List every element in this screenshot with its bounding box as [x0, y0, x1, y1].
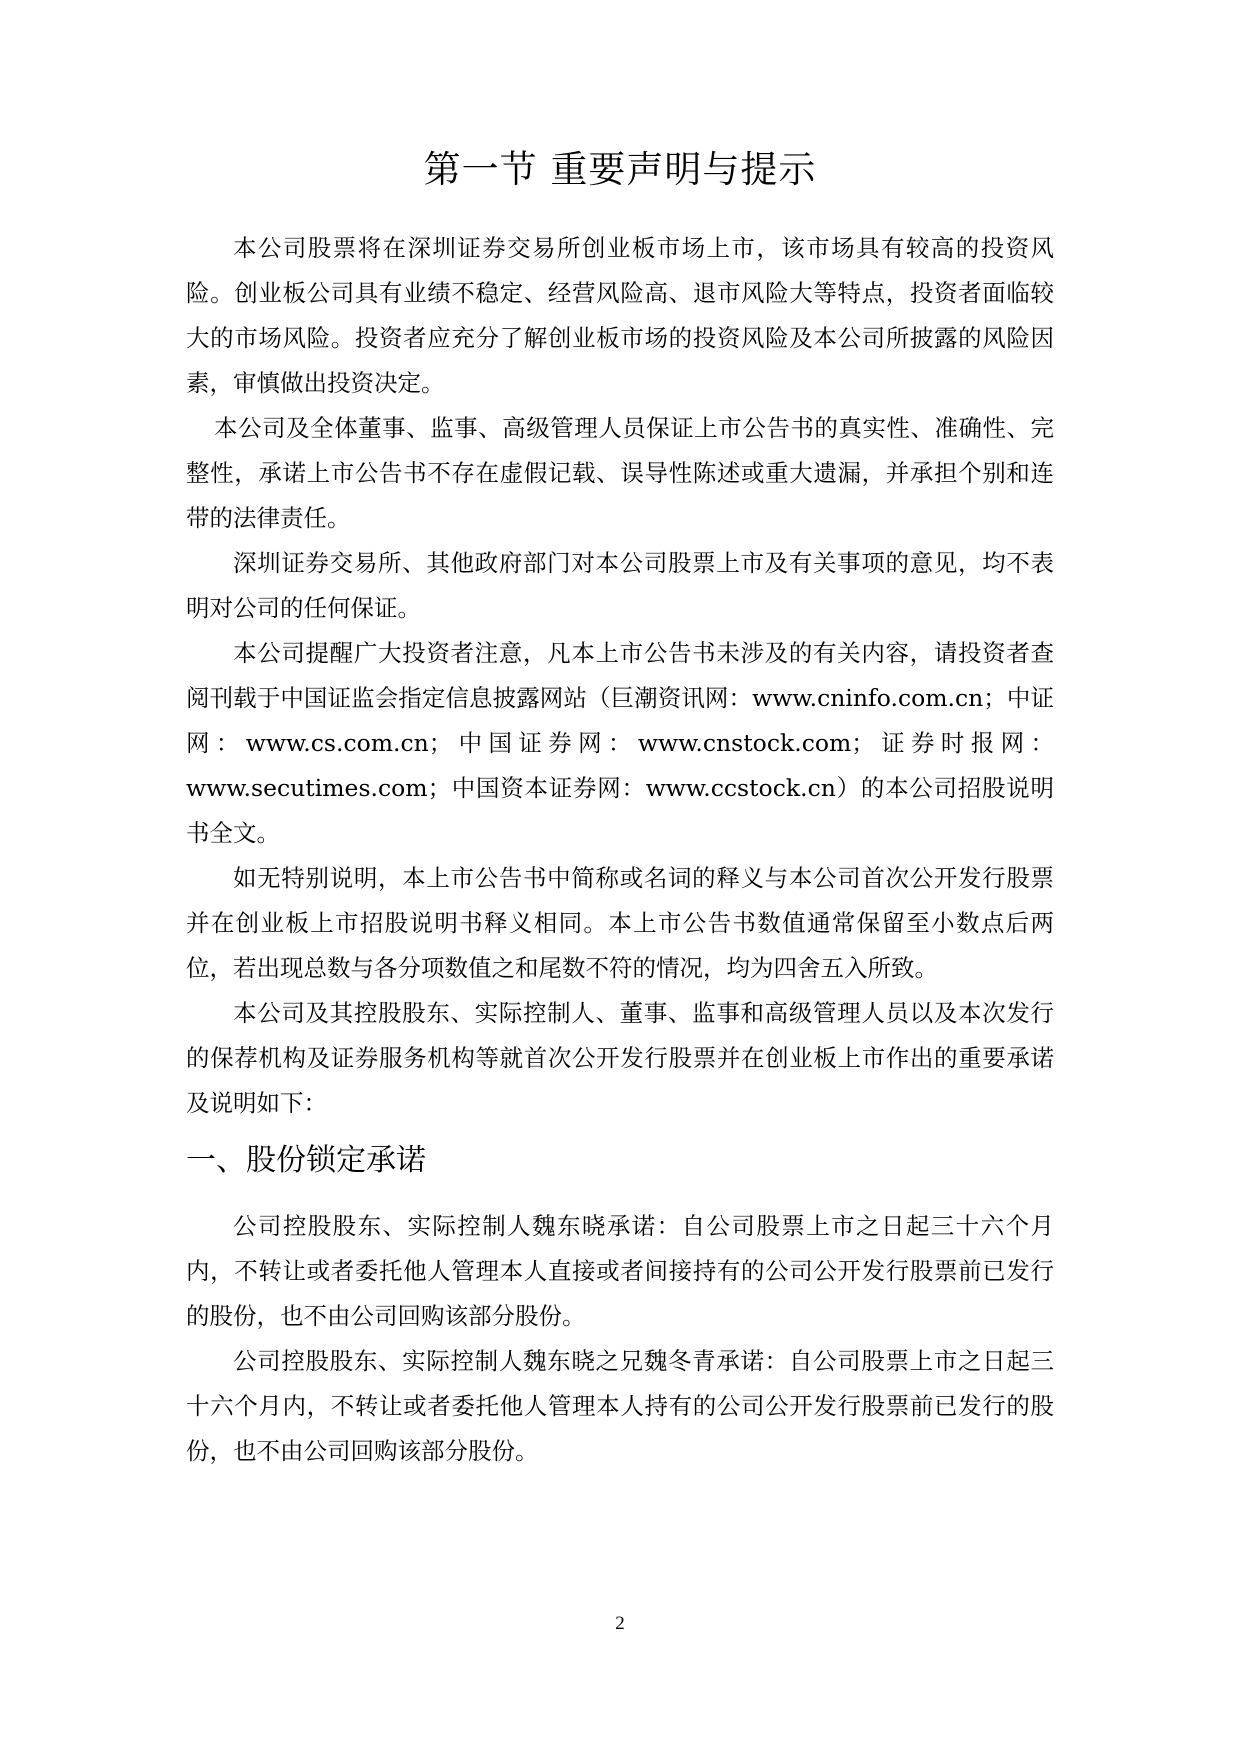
- paragraph-definitions: 如无特别说明，本上市公告书中简称或名词的释义与本公司首次公开发行股票并在创业板上市招股说明书释义相同。本上市公告书数值通常保留至小数点后两位，若出现总数与各分项数值之和尾数不符的情况，均为四舍五入所致。: [186, 864, 1054, 982]
- paragraph-commitments-intro: 本公司及其控股股东、实际控制人、董事、监事和高级管理人员以及本次发行的保荐机构及证券服务机构等就首次公开发行股票并在创业板上市作出的重要承诺及说明如下：: [186, 999, 1054, 1117]
- page-number: 2: [615, 1613, 625, 1634]
- paragraph-no-guarantee: 深圳证券交易所、其他政府部门对本公司股票上市及有关事项的意见，均不表明对公司的任何保证。: [186, 549, 1054, 622]
- paragraph-lockup-brother: 公司控股股东、实际控制人魏东晓之兄魏冬青承诺：自公司股票上市之日起三十六个月内，不转让或者委托他人管理本人持有的公司公开发行股票前已发行的股份，也不由公司回购该部分股份。: [186, 1347, 1054, 1465]
- paragraph-board-guarantee: 本公司及全体董事、监事、高级管理人员保证上市公告书的真实性、准确性、完整性，承诺上市公告书不存在虚假记载、误导性陈述或重大遗漏，并承担个别和连带的法律责任。: [186, 414, 1054, 532]
- paragraph-disclosure-websites: 本公司提醒广大投资者注意，凡本上市公告书未涉及的有关内容，请投资者查阅刊载于中国证监会指定信息披露网站（巨潮资讯网：www.cninfo.com.cn；中证网：www.cs.com.cn；中国证券网：www.cnstock.com；证券时报网：www.secutimes.com；中国资本证券网：www.ccstock.cn）的本公司招股说明书全文。: [186, 639, 1054, 847]
- subsection-heading: 一、股份锁定承诺: [186, 1143, 426, 1178]
- paragraph-risk-notice: 本公司股票将在深圳证券交易所创业板市场上市，该市场具有较高的投资风险。创业板公司具有业绩不稳定、经营风险高、退市风险大等特点，投资者面临较大的市场风险。投资者应充分了解创业板市场的投资风险及本公司所披露的风险因素，审慎做出投资决定。: [186, 234, 1054, 397]
- paragraph-lockup-controller: 公司控股股东、实际控制人魏东晓承诺：自公司股票上市之日起三十六个月内，不转让或者委托他人管理本人直接或者间接持有的公司公开发行股票前已发行的股份，也不由公司回购该部分股份。: [186, 1212, 1054, 1330]
- section-title: 第一节 重要声明与提示: [423, 148, 817, 191]
